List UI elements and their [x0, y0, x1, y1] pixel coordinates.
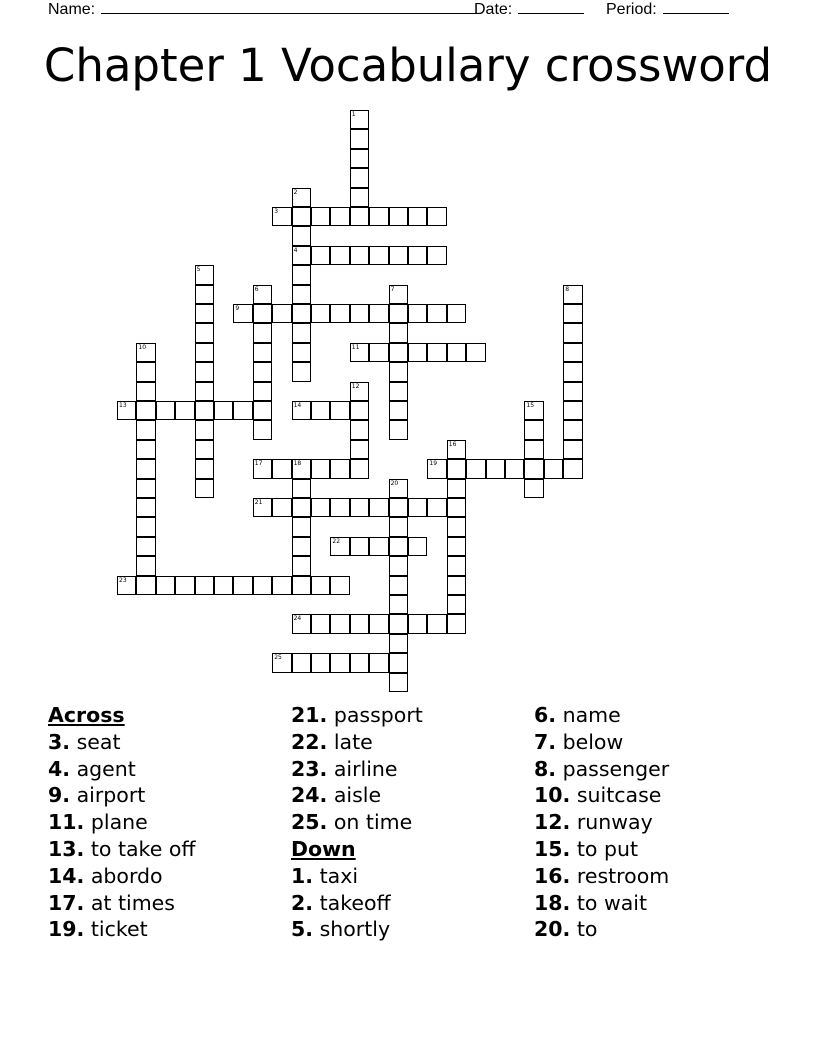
grid-cell[interactable] — [195, 362, 214, 381]
clue-number: 15 — [526, 402, 535, 409]
clue-down-20: 20. to — [534, 917, 598, 942]
grid-cell[interactable] — [447, 537, 466, 556]
clue-down-8: 8. passenger — [534, 756, 670, 781]
grid-cell[interactable] — [136, 576, 155, 595]
grid-cell[interactable] — [330, 459, 349, 478]
grid-cell[interactable] — [253, 304, 272, 323]
grid-cell[interactable] — [272, 207, 291, 226]
clue-number: 20 — [390, 479, 399, 487]
grid-cell[interactable] — [447, 459, 466, 478]
grid-cell[interactable] — [292, 517, 311, 536]
grid-cell[interactable] — [292, 246, 311, 265]
grid-cell[interactable] — [563, 420, 582, 439]
grid-cell[interactable] — [389, 285, 408, 304]
grid-cell[interactable] — [253, 343, 272, 362]
grid-cell[interactable] — [350, 459, 369, 478]
grid-cell[interactable] — [389, 614, 408, 633]
grid-cell[interactable] — [563, 343, 582, 362]
grid-cell[interactable] — [408, 614, 427, 633]
grid-cell[interactable] — [563, 362, 582, 381]
clue-number: 1 — [351, 111, 356, 118]
grid-cell[interactable] — [272, 576, 291, 595]
grid-cell[interactable] — [136, 420, 155, 439]
grid-cell[interactable] — [253, 382, 272, 401]
grid-cell[interactable] — [505, 459, 524, 478]
grid-cell[interactable] — [292, 265, 311, 284]
grid-cell[interactable] — [544, 459, 563, 478]
grid-cell[interactable] — [350, 420, 369, 439]
grid-cell[interactable] — [292, 614, 311, 633]
grid-cell[interactable] — [253, 420, 272, 439]
grid-cell[interactable] — [524, 479, 543, 498]
grid-cell[interactable] — [447, 304, 466, 323]
clue-across-3: 3. seat — [48, 729, 121, 754]
grid-cell[interactable] — [195, 479, 214, 498]
grid-cell[interactable] — [350, 401, 369, 420]
grid-cell[interactable] — [175, 576, 194, 595]
grid-cell[interactable] — [330, 207, 349, 226]
grid-cell[interactable] — [292, 576, 311, 595]
grid-cell[interactable] — [136, 556, 155, 575]
clue-number: 25 — [274, 654, 282, 662]
clue-across-11: 11. plane — [48, 810, 148, 835]
grid-cell[interactable] — [427, 459, 446, 478]
grid-cell[interactable] — [408, 537, 427, 556]
down-heading: Down — [291, 836, 356, 861]
clue-number: 10 — [138, 343, 147, 351]
grid-cell[interactable] — [292, 556, 311, 575]
grid-cell[interactable] — [408, 246, 427, 265]
grid-cell[interactable] — [466, 459, 485, 478]
grid-cell[interactable] — [563, 459, 582, 478]
grid-cell[interactable] — [311, 304, 330, 323]
grid-cell[interactable] — [427, 343, 446, 362]
grid-cell[interactable] — [214, 576, 233, 595]
grid-cell[interactable] — [292, 653, 311, 672]
grid-cell[interactable] — [447, 614, 466, 633]
grid-cell[interactable] — [389, 653, 408, 672]
grid-cell[interactable] — [389, 537, 408, 556]
grid-cell[interactable] — [253, 285, 272, 304]
clue-number: 11 — [351, 343, 360, 351]
grid-cell[interactable] — [272, 459, 291, 478]
grid-cell[interactable] — [524, 440, 543, 459]
clue-down-16: 16. restroom — [534, 863, 670, 888]
grid-cell[interactable] — [292, 304, 311, 323]
grid-cell[interactable] — [427, 498, 446, 517]
grid-cell[interactable] — [563, 382, 582, 401]
grid-cell[interactable] — [233, 401, 252, 420]
grid-cell[interactable] — [427, 207, 446, 226]
grid-cell[interactable] — [292, 207, 311, 226]
grid-cell[interactable] — [524, 401, 543, 420]
grid-cell[interactable] — [292, 188, 311, 207]
grid-cell[interactable] — [369, 537, 388, 556]
grid-cell[interactable] — [389, 479, 408, 498]
grid-cell[interactable] — [563, 323, 582, 342]
grid-cell[interactable] — [195, 323, 214, 342]
clue-across-9: 9. airport — [48, 783, 146, 808]
clue-number: 23 — [119, 576, 127, 584]
grid-cell[interactable] — [369, 246, 388, 265]
grid-cell[interactable] — [389, 517, 408, 536]
clue-number: 19 — [429, 460, 438, 468]
grid-cell[interactable] — [136, 537, 155, 556]
grid-cell[interactable] — [175, 401, 194, 420]
grid-cell[interactable] — [447, 343, 466, 362]
grid-cell[interactable] — [389, 595, 408, 614]
grid-cell[interactable] — [253, 459, 272, 478]
grid-cell[interactable] — [350, 188, 369, 207]
grid-cell[interactable] — [156, 401, 175, 420]
grid-cell[interactable] — [195, 459, 214, 478]
grid-cell[interactable] — [330, 498, 349, 517]
grid-cell[interactable] — [136, 440, 155, 459]
grid-cell[interactable] — [136, 479, 155, 498]
clue-number: 6 — [254, 285, 259, 293]
grid-cell[interactable] — [389, 420, 408, 439]
grid-cell[interactable] — [408, 207, 427, 226]
clue-number: 22 — [332, 537, 341, 545]
grid-cell[interactable] — [253, 498, 272, 517]
clue-number: 17 — [254, 460, 263, 468]
clue-down-2: 2. takeoff — [291, 890, 391, 915]
grid-cell[interactable] — [369, 498, 388, 517]
grid-cell[interactable] — [389, 498, 408, 517]
grid-cell[interactable] — [350, 614, 369, 633]
grid-cell[interactable] — [389, 556, 408, 575]
grid-cell[interactable] — [214, 401, 233, 420]
clue-down-10: 10. suitcase — [534, 783, 662, 808]
clue-across-25: 25. on time — [291, 810, 413, 835]
page-title: Chapter 1 Vocabulary crossword — [43, 39, 773, 92]
grid-cell[interactable] — [292, 459, 311, 478]
grid-cell[interactable] — [524, 420, 543, 439]
grid-cell[interactable] — [272, 498, 291, 517]
grid-cell[interactable] — [292, 362, 311, 381]
grid-cell[interactable] — [117, 401, 136, 420]
grid-cell[interactable] — [330, 537, 349, 556]
grid-cell[interactable] — [350, 498, 369, 517]
clue-column-2 — [291, 702, 531, 943]
name-label: Name: — [48, 1, 96, 18]
grid-cell[interactable] — [253, 401, 272, 420]
grid-cell[interactable] — [330, 246, 349, 265]
clue-number: 13 — [119, 402, 127, 409]
grid-cell[interactable] — [292, 323, 311, 342]
grid-cell[interactable] — [195, 343, 214, 362]
grid-cell[interactable] — [195, 265, 214, 284]
clue-number: 9 — [235, 305, 240, 312]
grid-cell[interactable] — [311, 459, 330, 478]
clue-number: 2 — [293, 188, 298, 196]
grid-cell[interactable] — [427, 614, 446, 633]
grid-cell[interactable] — [350, 653, 369, 672]
grid-cell[interactable] — [524, 459, 543, 478]
grid-cell[interactable] — [408, 498, 427, 517]
clue-number: 24 — [293, 615, 302, 623]
across-heading: Across — [48, 703, 125, 727]
grid-cell[interactable] — [292, 343, 311, 362]
grid-cell[interactable] — [253, 576, 272, 595]
grid-cell[interactable] — [447, 556, 466, 575]
clue-across-24: 24. aisle — [291, 783, 382, 808]
grid-cell[interactable] — [195, 440, 214, 459]
grid-cell[interactable] — [311, 246, 330, 265]
grid-cell[interactable] — [369, 304, 388, 323]
clue-down-5: 5. shortly — [291, 917, 391, 942]
grid-cell[interactable] — [389, 576, 408, 595]
grid-cell[interactable] — [311, 614, 330, 633]
grid-cell[interactable] — [563, 440, 582, 459]
clue-number: 8 — [565, 285, 570, 293]
clue-down-15: 15. to put — [534, 836, 638, 861]
grid-cell[interactable] — [447, 479, 466, 498]
grid-cell[interactable] — [408, 343, 427, 362]
grid-cell[interactable] — [195, 382, 214, 401]
grid-cell[interactable] — [330, 653, 349, 672]
grid-cell[interactable] — [408, 304, 427, 323]
grid-cell[interactable] — [389, 323, 408, 342]
grid-cell[interactable] — [136, 382, 155, 401]
clue-across-22: 22. late — [291, 729, 373, 754]
grid-cell[interactable] — [563, 401, 582, 420]
grid-cell[interactable] — [389, 362, 408, 381]
grid-cell[interactable] — [350, 537, 369, 556]
grid-cell[interactable] — [311, 498, 330, 517]
grid-cell[interactable] — [136, 459, 155, 478]
grid-cell[interactable] — [330, 401, 349, 420]
grid-cell[interactable] — [292, 498, 311, 517]
grid-cell[interactable] — [330, 304, 349, 323]
date-label: Date: — [474, 1, 513, 18]
clue-down-18: 18. to wait — [534, 890, 648, 915]
grid-cell[interactable] — [292, 401, 311, 420]
grid-cell[interactable] — [350, 168, 369, 187]
grid-cell[interactable] — [311, 401, 330, 420]
grid-cell[interactable] — [369, 614, 388, 633]
clue-across-19: 19. ticket — [48, 917, 148, 942]
grid-cell[interactable] — [136, 343, 155, 362]
clue-across-21: 21. passport — [291, 703, 423, 727]
grid-cell[interactable] — [389, 634, 408, 653]
grid-cell[interactable] — [389, 207, 408, 226]
grid-cell[interactable] — [350, 382, 369, 401]
grid-cell[interactable] — [563, 285, 582, 304]
grid-cell[interactable] — [350, 343, 369, 362]
grid-cell[interactable] — [350, 110, 369, 129]
clue-across-23: 23. airline — [291, 756, 398, 781]
clue-number: 14 — [293, 402, 302, 409]
grid-cell[interactable] — [369, 653, 388, 672]
grid-cell[interactable] — [311, 207, 330, 226]
grid-cell[interactable] — [311, 576, 330, 595]
grid-cell[interactable] — [389, 673, 408, 692]
grid-cell[interactable] — [447, 576, 466, 595]
grid-cell[interactable] — [486, 459, 505, 478]
grid-cell[interactable] — [253, 323, 272, 342]
grid-cell[interactable] — [466, 343, 485, 362]
grid-cell[interactable] — [427, 246, 446, 265]
clue-number: 7 — [390, 285, 395, 293]
grid-cell[interactable] — [233, 576, 252, 595]
clue-column-3 — [534, 702, 774, 943]
grid-cell[interactable] — [350, 149, 369, 168]
grid-cell[interactable] — [389, 343, 408, 362]
clue-down-6: 6. name — [534, 703, 621, 727]
clue-number: 16 — [448, 440, 457, 448]
grid-cell[interactable] — [136, 362, 155, 381]
grid-cell[interactable] — [195, 576, 214, 595]
clue-down-12: 12. runway — [534, 810, 653, 835]
grid-cell[interactable] — [233, 304, 252, 323]
clue-down-1: 1. taxi — [291, 863, 359, 888]
grid-cell[interactable] — [350, 129, 369, 148]
period-label: Period: — [606, 1, 657, 18]
grid-cell[interactable] — [292, 537, 311, 556]
clue-number: 5 — [196, 266, 201, 274]
grid-cell[interactable] — [253, 362, 272, 381]
grid-cell[interactable] — [447, 595, 466, 614]
grid-cell[interactable] — [389, 246, 408, 265]
grid-cell[interactable] — [195, 401, 214, 420]
grid-cell[interactable] — [350, 440, 369, 459]
clue-number: 12 — [351, 382, 360, 390]
grid-cell[interactable] — [292, 226, 311, 245]
grid-cell[interactable] — [427, 304, 446, 323]
grid-cell[interactable] — [350, 246, 369, 265]
clue-number: 3 — [274, 208, 279, 215]
grid-cell[interactable] — [369, 343, 388, 362]
grid-cell[interactable] — [136, 498, 155, 517]
grid-cell[interactable] — [195, 304, 214, 323]
grid-cell[interactable] — [350, 207, 369, 226]
clue-across-4: 4. agent — [48, 756, 136, 781]
clue-across-14: 14. abordo — [48, 863, 163, 888]
grid-cell[interactable] — [369, 207, 388, 226]
clue-across-13: 13. to take off — [48, 836, 196, 861]
grid-cell[interactable] — [389, 304, 408, 323]
clue-number: 21 — [254, 499, 263, 506]
grid-cell[interactable] — [272, 304, 291, 323]
grid-cell[interactable] — [330, 576, 349, 595]
grid-cell[interactable] — [389, 401, 408, 420]
grid-cell[interactable] — [195, 420, 214, 439]
grid-cell[interactable] — [389, 382, 408, 401]
grid-cell[interactable] — [117, 576, 136, 595]
grid-cell[interactable] — [447, 440, 466, 459]
clue-column-1 — [48, 702, 288, 943]
clue-number: 18 — [293, 460, 302, 468]
grid-cell[interactable] — [330, 614, 349, 633]
grid-cell[interactable] — [195, 285, 214, 304]
grid-cell[interactable] — [136, 401, 155, 420]
clue-down-7: 7. below — [534, 729, 624, 754]
grid-cell[interactable] — [136, 517, 155, 536]
clue-across-17: 17. at times — [48, 890, 175, 915]
grid-cell[interactable] — [292, 285, 311, 304]
grid-cell[interactable] — [563, 304, 582, 323]
grid-cell[interactable] — [156, 576, 175, 595]
grid-cell[interactable] — [447, 517, 466, 536]
clue-number: 4 — [293, 246, 298, 254]
grid-cell[interactable] — [272, 653, 291, 672]
grid-cell[interactable] — [311, 653, 330, 672]
grid-cell[interactable] — [350, 304, 369, 323]
grid-cell[interactable] — [292, 479, 311, 498]
grid-cell[interactable] — [447, 498, 466, 517]
